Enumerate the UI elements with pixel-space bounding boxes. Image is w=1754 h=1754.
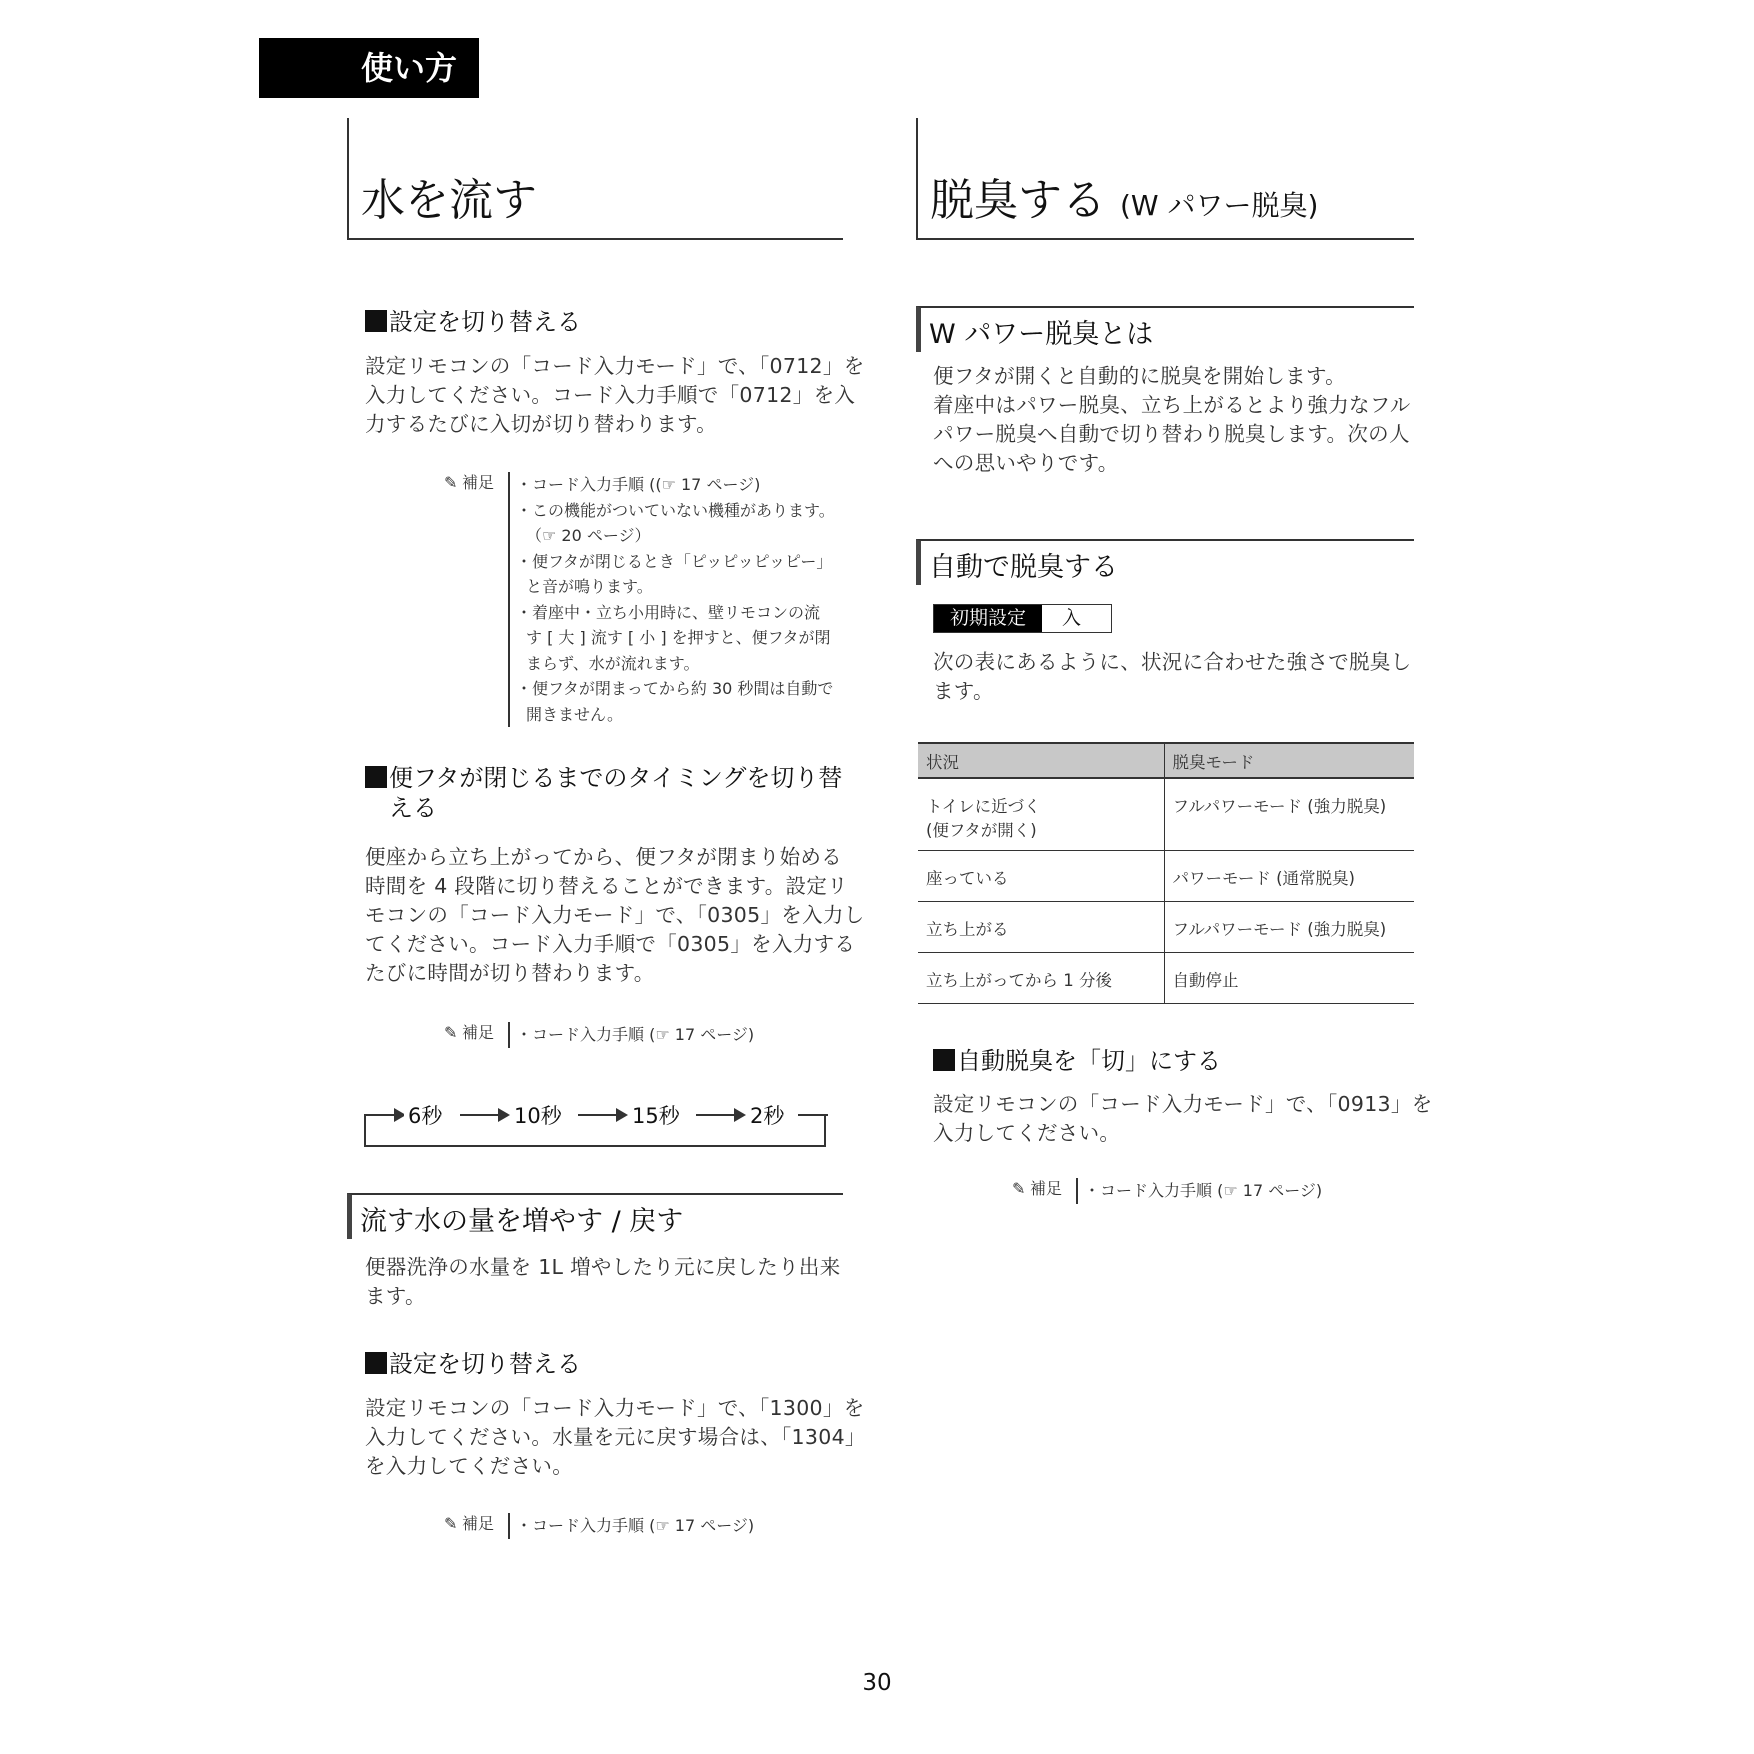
text-line: 着座中はパワー脱臭、立ち上がるとより強力なフル xyxy=(933,393,1411,417)
cell-line: (便フタが開く) xyxy=(926,821,1037,840)
arrow-right-icon xyxy=(498,1108,510,1122)
text-line: ます。 xyxy=(365,1284,426,1308)
note-block-4 xyxy=(1012,1176,1412,1204)
right-title-main: 脱臭する xyxy=(930,175,1106,226)
right-s2-heading: 自動で脱臭する xyxy=(916,539,1414,585)
flow-line xyxy=(798,1114,828,1116)
left-s2-paragraph xyxy=(365,843,865,988)
pencil-icon: ✎ xyxy=(1012,1179,1026,1198)
left-s1-heading xyxy=(365,302,581,337)
note-line: 開きません。 xyxy=(526,704,623,724)
note-label-text: 補足 xyxy=(462,473,495,492)
text-line: モコンの「コード入力モード」で、「0305」を入力し xyxy=(365,903,865,927)
note-line: （☞ 20 ページ） xyxy=(526,526,651,545)
note-label xyxy=(444,1020,494,1046)
note-label xyxy=(444,1511,494,1537)
text-line: 便器洗浄の水量を 1L 増やしたり元に戻したり出来 xyxy=(365,1255,841,1279)
pencil-icon: ✎ xyxy=(444,1023,458,1042)
note-block-1 xyxy=(444,470,844,725)
text-line: ます。 xyxy=(933,679,994,703)
table-cell xyxy=(918,778,1164,850)
table-header: 脱臭モード xyxy=(1164,743,1414,778)
left-s2-heading xyxy=(365,763,842,823)
text-line: 時間を 4 段階に切り替えることができます。設定リ xyxy=(365,874,848,898)
text-line: てください。コード入力手順で「0305」を入力する xyxy=(365,932,856,956)
table-header-row xyxy=(918,743,1414,778)
text-line: パワー脱臭へ自動で切り替わり脱臭します。次の人 xyxy=(933,422,1410,446)
note-label-text: 補足 xyxy=(462,1023,495,1042)
badge-key: 初期設定 xyxy=(934,605,1042,632)
left-s2-heading-cont: える xyxy=(389,794,437,822)
table-row xyxy=(918,901,1414,952)
left-title-text: 水を流す xyxy=(361,175,537,226)
note-list xyxy=(508,1022,754,1048)
left-s4-heading-text: 設定を切り替える xyxy=(389,1350,581,1378)
text-line: 入力してください。コード入力手順で「0712」を入 xyxy=(365,383,856,407)
flow-step: 15秒 xyxy=(628,1100,684,1130)
flow-line xyxy=(578,1114,618,1116)
note-line: ・コード入力手順 (☞ 17 ページ) xyxy=(1084,1181,1323,1200)
note-line: ・着座中・立ち小用時に、壁リモコンの流 xyxy=(516,602,821,622)
text-line: 力するたびに入切が切り替わります。 xyxy=(365,412,717,436)
table-cell: パワーモード (通常脱臭) xyxy=(1164,850,1414,901)
text-line: 設定リモコンの「コード入力モード」で、「0913」を xyxy=(933,1092,1433,1116)
left-s4-paragraph xyxy=(365,1394,866,1481)
table-cell: 座っている xyxy=(918,850,1164,901)
square-bullet-icon xyxy=(933,1049,955,1071)
note-label-text: 補足 xyxy=(462,1514,495,1533)
note-line: ・便フタが閉まってから約 30 秒間は自動で xyxy=(516,679,834,698)
note-label-text: 補足 xyxy=(1030,1179,1063,1198)
flow-line xyxy=(696,1114,736,1116)
note-line: ・コード入力手順 (☞ 17 ページ) xyxy=(516,1025,755,1044)
timing-cycle-diagram xyxy=(364,1100,828,1150)
text-line: 次の表にあるように、状況に合わせた強さで脱臭し xyxy=(933,650,1412,674)
note-line: と音が鳴ります。 xyxy=(526,577,653,596)
note-label xyxy=(444,470,494,496)
note-line: ・コード入力手順 ((☞ 17 ページ) xyxy=(516,475,761,494)
text-line: への思いやりです。 xyxy=(933,451,1119,475)
text-line: を入力してください。 xyxy=(365,1454,573,1478)
left-column-title xyxy=(347,118,843,240)
right-column-title xyxy=(916,118,1414,240)
note-line: す [ 大 ] 流す [ 小 ] を押すと、便フタが閉 xyxy=(526,628,831,647)
text-line: 設定リモコンの「コード入力モード」で、「1300」を xyxy=(365,1396,865,1420)
left-s1-paragraph xyxy=(365,352,865,439)
cell-line: トイレに近づく xyxy=(926,797,1041,816)
note-line: ・この機能がついていない機種があります。 xyxy=(516,500,835,520)
note-label xyxy=(1012,1176,1062,1202)
left-s3-heading: 流す水の量を増やす / 戻す xyxy=(347,1193,843,1239)
right-s2-paragraph xyxy=(933,648,1411,706)
arrow-right-icon xyxy=(616,1108,628,1122)
table-cell: 立ち上がる xyxy=(918,901,1164,952)
right-s3-heading-text: 自動脱臭を「切」にする xyxy=(957,1047,1221,1075)
left-s3-paragraph xyxy=(365,1253,841,1311)
flow-line xyxy=(364,1114,394,1116)
square-bullet-icon xyxy=(365,310,387,332)
note-list xyxy=(1076,1178,1322,1204)
note-line: まらず、水が流れます。 xyxy=(526,653,700,673)
table-row xyxy=(918,850,1414,901)
left-s4-heading xyxy=(365,1344,581,1379)
left-s1-heading-text: 設定を切り替える xyxy=(389,308,581,336)
page-number: 30 xyxy=(862,1670,892,1696)
note-list xyxy=(508,1513,754,1539)
table-cell: フルパワーモード (強力脱臭) xyxy=(1164,778,1414,850)
text-line: 設定リモコンの「コード入力モード」で、「0712」を xyxy=(365,354,865,378)
text-line: 入力してください。 xyxy=(933,1121,1121,1145)
note-line: ・便フタが閉じるとき「ピッピッピッピー」 xyxy=(516,551,833,571)
text-line: 便座から立ち上がってから、便フタが閉まり始める xyxy=(365,845,842,869)
flow-step: 10秒 xyxy=(510,1100,566,1130)
flow-line xyxy=(460,1114,500,1116)
flow-step: 2秒 xyxy=(746,1100,788,1130)
pencil-icon: ✎ xyxy=(444,473,458,492)
text-line: 便フタが開くと自動的に脱臭を開始します。 xyxy=(933,364,1346,388)
default-setting-badge xyxy=(933,604,1112,633)
deodorize-mode-table xyxy=(918,742,1414,1004)
table-cell: 自動停止 xyxy=(1164,952,1414,1003)
left-s2-heading-text: 便フタが閉じるまでのタイミングを切り替 xyxy=(389,764,843,792)
text-line: たびに時間が切り替わります。 xyxy=(365,961,655,985)
arrow-right-icon xyxy=(734,1108,746,1122)
table-row xyxy=(918,778,1414,850)
table-header: 状況 xyxy=(918,743,1164,778)
text-line: 入力してください。水量を元に戻す場合は、「1304」 xyxy=(365,1425,866,1449)
right-s1-heading: W パワー脱臭とは xyxy=(916,306,1414,352)
right-title-sub: (W パワー脱臭) xyxy=(1120,189,1319,222)
pencil-icon: ✎ xyxy=(444,1514,458,1533)
right-s3-heading xyxy=(933,1041,1221,1076)
square-bullet-icon xyxy=(365,766,387,788)
note-line: ・コード入力手順 (☞ 17 ページ) xyxy=(516,1516,755,1535)
note-list xyxy=(508,472,835,727)
badge-value: 入 xyxy=(1042,605,1111,632)
table-row xyxy=(918,952,1414,1003)
table-cell: 立ち上がってから 1 分後 xyxy=(918,952,1164,1003)
flow-step: 6秒 xyxy=(404,1100,446,1130)
section-tab: 使い方 xyxy=(259,38,479,98)
right-s3-paragraph xyxy=(933,1090,1433,1148)
right-s1-paragraph xyxy=(933,362,1411,478)
note-block-2 xyxy=(444,1020,844,1048)
square-bullet-icon xyxy=(365,1352,387,1374)
right-title-text xyxy=(930,164,1318,228)
table-cell: フルパワーモード (強力脱臭) xyxy=(1164,901,1414,952)
note-block-3 xyxy=(444,1511,844,1539)
